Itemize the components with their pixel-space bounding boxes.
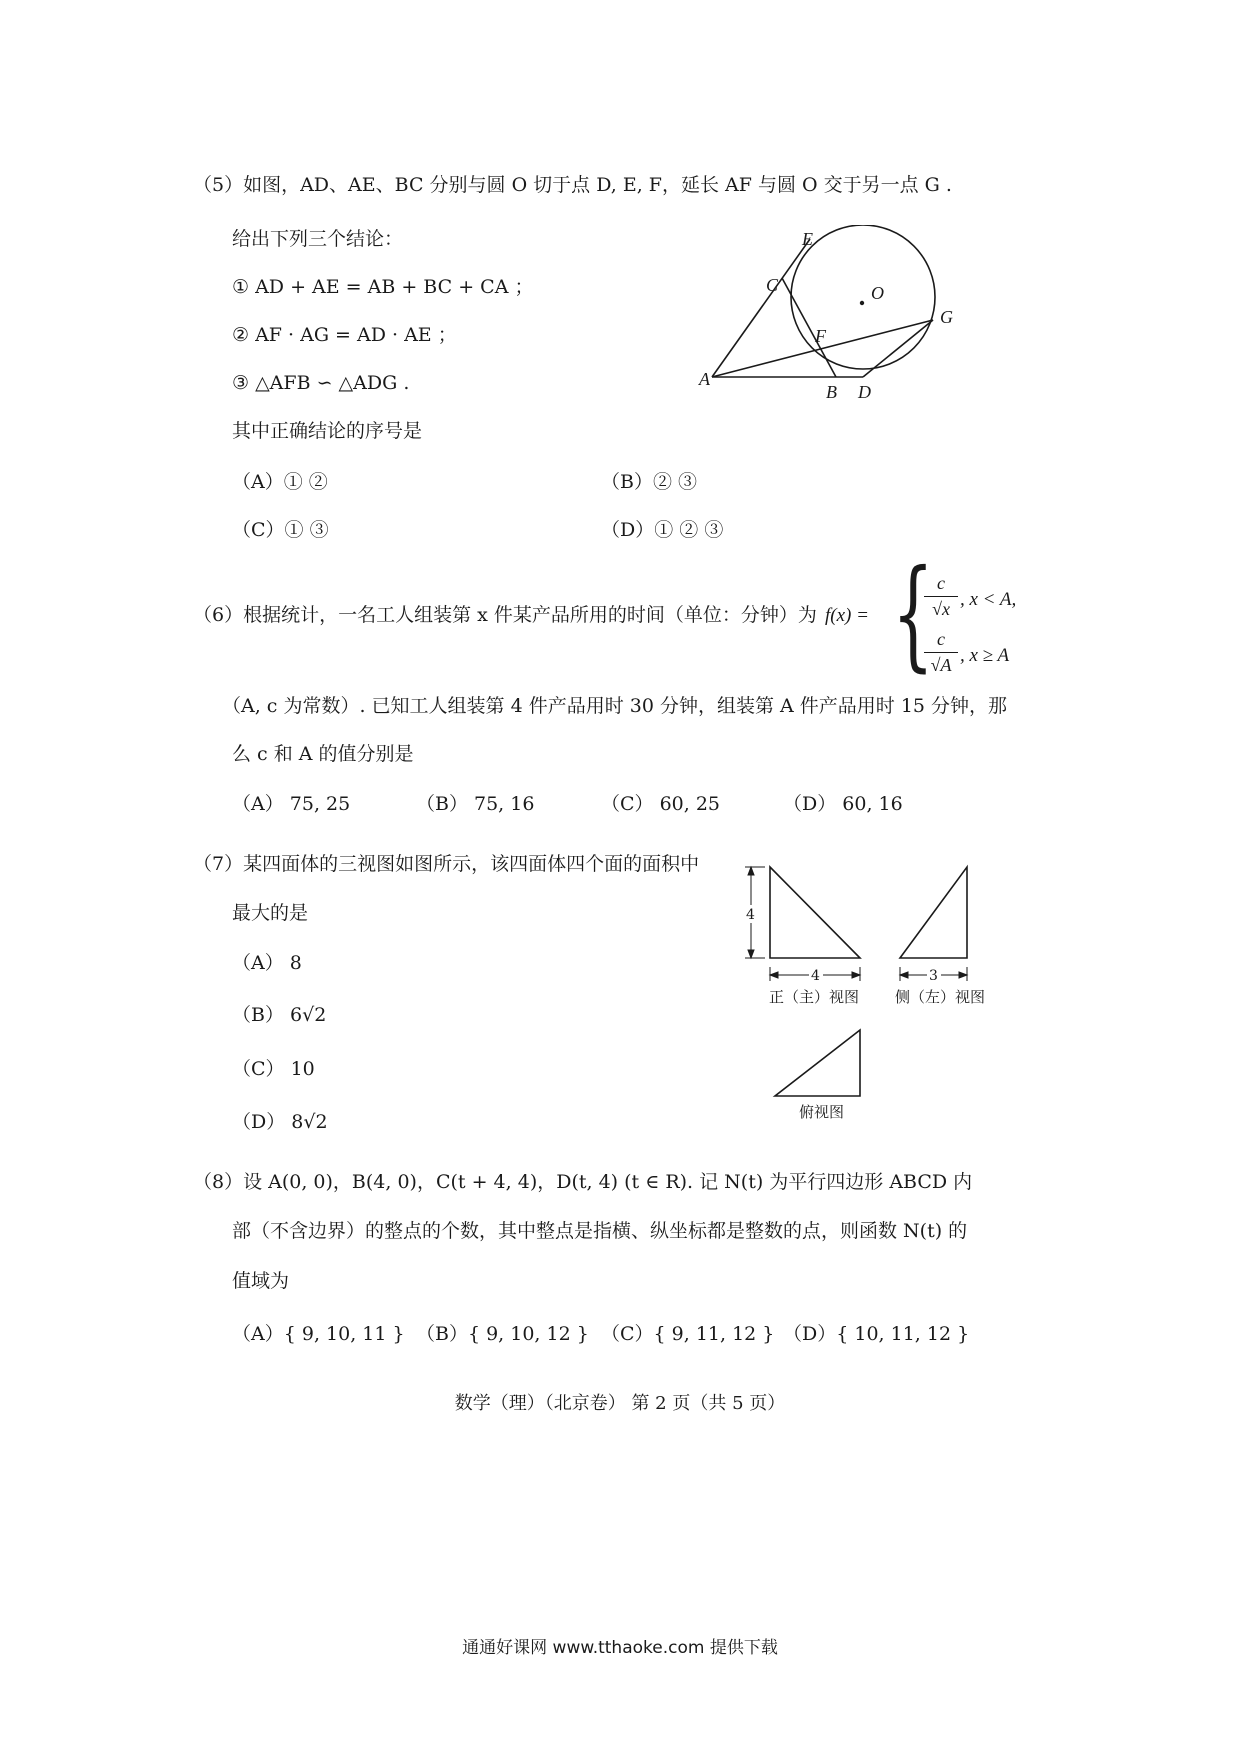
- q7-three-views-figure: [735, 855, 1010, 1120]
- q6-condition-1: , x < A,: [960, 589, 1017, 610]
- q5-option-d: （D）① ② ③: [601, 519, 724, 541]
- q6-fraction-1: [924, 573, 958, 620]
- q6-denominator-1: √x: [932, 599, 950, 619]
- q5-option-c: （C）① ③: [232, 519, 329, 541]
- q7-option-b: （B） 6√2: [232, 1004, 327, 1026]
- label-f: F: [815, 326, 826, 346]
- q6-option-b: （B） 75, 16: [416, 793, 535, 815]
- q7-option-a: （A） 8: [232, 952, 302, 974]
- dim-front-width: 4: [811, 968, 820, 984]
- q7-stem-2: 最大的是: [232, 902, 309, 924]
- q6-condition-2: , x ≥ A: [960, 645, 1010, 666]
- center-point: [860, 301, 864, 305]
- label-a: A: [699, 369, 710, 389]
- side-view-label: 侧（左）视图: [895, 988, 986, 1006]
- q5-question: 其中正确结论的序号是: [232, 420, 423, 442]
- q5-option-a: （A）① ②: [232, 471, 328, 493]
- q6-option-d: （D） 60, 16: [783, 793, 903, 815]
- q5-circle-figure: [690, 225, 980, 405]
- q7-option-d: （D） 8√2: [232, 1111, 328, 1133]
- q6-line-3: 么 c 和 A 的值分别是: [232, 743, 414, 765]
- q6-function: f(x) =: [825, 605, 869, 626]
- piecewise-brace: {: [892, 545, 934, 684]
- q8-line-2: 部（不含边界）的整点的个数，其中整点是指横、纵坐标都是整数的点，则函数 N(t) 的: [232, 1220, 968, 1242]
- q7-stem: （7）某四面体的三视图如图所示，该四面体四个面的面积中: [193, 853, 700, 875]
- q5-stem: （5）如图，AD、AE、BC 分别与圆 O 切于点 D, E, F，延长 AF 与圆 O 交于另一点 G .: [193, 174, 952, 196]
- q8-option-b: （B）{ 9, 10, 12 }: [416, 1323, 589, 1345]
- label-o: O: [871, 283, 884, 303]
- top-view-triangle: [775, 1030, 860, 1096]
- label-g: G: [940, 307, 953, 327]
- q5-intro: 给出下列三个结论：: [232, 228, 404, 250]
- label-d: D: [858, 382, 871, 402]
- q8-line-1: （8）设 A(0, 0)，B(4, 0)，C(t + 4, 4)，D(t, 4) (t ∈ R). 记 N(t) 为平行四边形 ABCD 内: [193, 1171, 973, 1193]
- q6-numerator-2: c: [924, 629, 958, 653]
- q7-option-c: （C） 10: [232, 1058, 315, 1080]
- q6-denominator-2: √A: [930, 655, 952, 675]
- q6-option-a: （A） 75, 25: [232, 793, 351, 815]
- label-e: E: [802, 229, 813, 249]
- q8-option-d: （D）{ 10, 11, 12 }: [783, 1323, 970, 1345]
- label-b: B: [826, 382, 837, 402]
- dim-side-width: 3: [929, 968, 938, 984]
- q5-conclusion-3: ③ △AFB ∽ △ADG .: [232, 372, 410, 394]
- q8-line-3: 值域为: [232, 1270, 290, 1292]
- front-view-triangle: [770, 867, 860, 958]
- page-footer: 数学（理）（北京卷） 第 2 页（共 5 页）: [454, 1393, 786, 1414]
- q5-conclusion-2: ② AF · AG = AD · AE ；: [232, 324, 457, 346]
- q6-fraction-2: [924, 629, 958, 676]
- q5-conclusion-1: ① AD + AE = AB + BC + CA ；: [232, 276, 534, 298]
- site-footer: 通通好课网 www.tthaoke.com 提供下载: [462, 1638, 778, 1658]
- q6-line-2: （A, c 为常数）. 已知工人组装第 4 件产品用时 30 分钟，组装第 A 件产品用时 15 分钟，那: [222, 695, 1008, 717]
- q6-numerator-1: c: [924, 573, 958, 597]
- q6-option-c: （C） 60, 25: [601, 793, 721, 815]
- top-view-label: 俯视图: [799, 1103, 845, 1120]
- q8-option-a: （A）{ 9, 10, 11 }: [232, 1323, 405, 1345]
- front-view-label: 正（主）视图: [769, 988, 860, 1006]
- q8-option-c: （C）{ 9, 11, 12 }: [601, 1323, 775, 1345]
- side-view-triangle: [900, 867, 967, 958]
- q5-option-b: （B）② ③: [601, 471, 698, 493]
- q6-stem: （6）根据统计，一名工人组装第 x 件某产品所用的时间（单位：分钟）为: [193, 604, 817, 626]
- label-c: C: [766, 275, 779, 295]
- dim-front-height: 4: [746, 907, 755, 923]
